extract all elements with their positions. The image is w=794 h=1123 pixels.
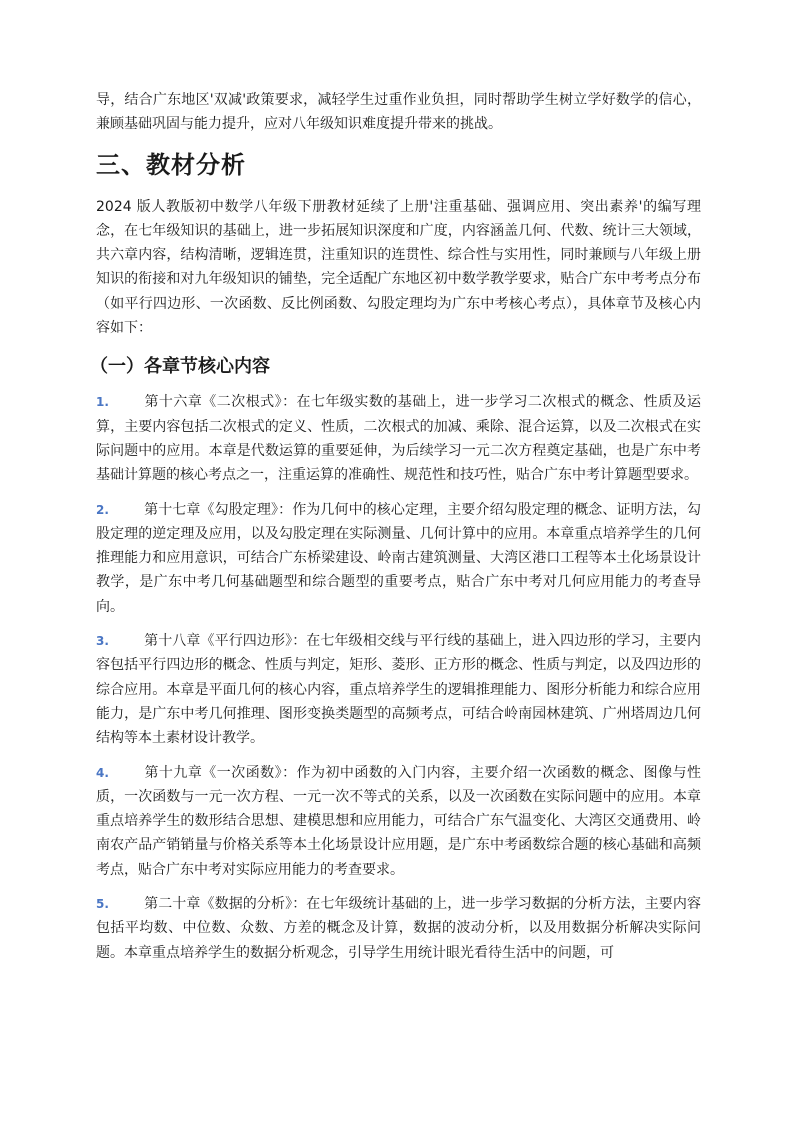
list-item-text: 第十六章《二次根式》：在七年级实数的基础上，进一步学习二次根式的概念、性质及运算，主要内容包括二次根式的定义、性质，二次根式的加减、乘除、混合运算，以及二次根式在实际问题中的应用。本章是代数运算的重要延伸，为后续学习一元二次方程奠定基础，也是广东中考基础计算题的核心考点之一，注重运算的准确性、规范性和技巧性，贴合广东中考计算题型要求。 bbox=[96, 394, 701, 484]
list-item-number: 3. bbox=[96, 634, 109, 649]
list-item bbox=[96, 498, 701, 619]
document-page bbox=[90, 88, 701, 975]
list-item-text: 第十七章《勾股定理》：作为几何中的核心定理，主要介绍勾股定理的概念、证明方法，勾股定理的逆定理及应用，以及勾股定理在实际测量、几何计算中的应用。本章重点培养学生的几何推理能力和应用意识，可结合广东桥梁建设、岭南古建筑测量、大湾区港口工程等本土化场景设计教学，是广东中考几何基础题型和综合题型的重要考点，贴合广东中考对几何应用能力的考查导向。 bbox=[96, 501, 701, 615]
list-item bbox=[96, 892, 701, 965]
list-item-number: 4. bbox=[96, 765, 109, 780]
list-item-text: 第二十章《数据的分析》：在七年级统计基础的上，进一步学习数据的分析方法，主要内容包括平均数、中位数、众数、方差的概念及计算，数据的波动分析，以及用数据分析解决实际问题。本章重点培养学生的数据分析观念，引导学生用统计眼光看待生活中的问题，可 bbox=[96, 896, 701, 961]
subsection-heading: （一）各章节核心内容 bbox=[90, 356, 270, 378]
intro-paragraph: 2024 版人教版初中数学八年级下册教材延续了上册'注重基础、强调应用、突出素养'的编写理念，在七年级知识的基础上，进一步拓展知识深度和广度，内容涵盖几何、代数、统计三大领域，共六章内容，结构清晰，逻辑连贯，注重知识的连贯性、综合性与实用性，同时兼顾与八年级上册知识的衔接和对九年级知识的铺垫，完全适配广东地区初中数学教学要求，贴合广东中考考点分布（如平行四边形、一次函数、反比例函数、勾股定理均为广东中考核心考点），具体章节及核心内容如下： bbox=[96, 198, 701, 337]
top-paragraph: 导，结合广东地区'双减'政策要求，减轻学生过重作业负担，同时帮助学生树立学好数学的信心，兼顾基础巩固与能力提升，应对八年级知识难度提升带来的挑战。 bbox=[96, 92, 701, 133]
list-item-number: 5. bbox=[96, 897, 109, 912]
list-item-number: 2. bbox=[96, 502, 109, 517]
list-item bbox=[96, 390, 701, 487]
list-item-text: 第十九章《一次函数》：作为初中函数的入门内容，主要介绍一次函数的概念、图像与性质，一次函数与一元一次方程、一元一次不等式的关系，以及一次函数在实际问题中的应用。本章重点培养学生的数形结合思想、建模思想和应用能力，可结合广东气温变化、大湾区交通费用、岭南农产品产销销量与价格关系等本土化场景设计应用题，是广东中考函数综合题的核心基础和高频考点，贴合广东中考对实际应用能力的考查要求。 bbox=[96, 764, 701, 878]
list-item-text: 第十八章《平行四边形》：在七年级相交线与平行线的基础上，进入四边形的学习，主要内容包括平行四边形的概念、性质与判定，矩形、菱形、正方形的概念、性质与判定，以及四边形的综合应用。本章是平面几何的核心内容，重点培养学生的逻辑推理能力、图形分析能力和综合应用能力，是广东中考几何推理、图形变换类题型的高频考点，可结合岭南园林建筑、广州塔周边几何结构等本土素材设计教学。 bbox=[96, 633, 701, 747]
list-item bbox=[96, 761, 701, 882]
list-item bbox=[96, 629, 701, 750]
list-item-number: 1. bbox=[96, 395, 109, 410]
section-heading: 三、教材分析 bbox=[96, 150, 246, 179]
